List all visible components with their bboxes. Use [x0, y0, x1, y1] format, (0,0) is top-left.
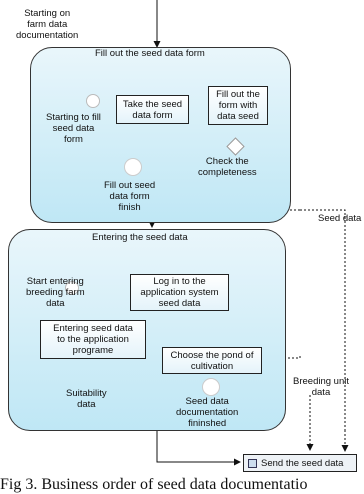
take-seed-form-text: Take the seed data form: [122, 98, 183, 121]
choose-pond-box: [162, 347, 262, 374]
panel1-start-label: Starting to fill seed data form: [46, 112, 101, 145]
fill-form-panel-title: Fill out the seed data form: [95, 48, 205, 59]
panel2-end-node: [202, 378, 220, 396]
choose-pond-text: Choose the pond of cultivation: [170, 349, 254, 372]
figure-caption: Fig 3. Business order of seed data documentatio: [0, 476, 308, 493]
panel2-finish-label: Seed data documentation fininshed: [176, 396, 239, 429]
fill-out-form-text: Fill out the form with data seed: [216, 89, 260, 122]
send-icon: [248, 459, 257, 468]
take-seed-form-box: [116, 95, 189, 124]
check-completeness-label: Check the completeness: [198, 156, 257, 178]
panel2-start-label: Start entering breeding farm data: [26, 276, 85, 309]
suitability-label: Suitability data: [66, 388, 107, 410]
top-start-label: Starting on farm data documentation: [16, 8, 79, 41]
entering-seed-box: [40, 320, 146, 359]
panel1-finish-label: Fill out seed data form finish: [104, 180, 156, 213]
send-seed-data-box: [243, 454, 357, 472]
panel1-start-node: [86, 94, 100, 108]
seed-data-label: Seed data: [318, 213, 362, 224]
fill-out-form-box: [208, 86, 268, 125]
breeding-unit-label: Breeding unit data: [293, 376, 349, 398]
entering-seed-text: Entering seed data to the application programe: [53, 323, 133, 356]
send-seed-data-text: Send the seed data: [261, 457, 344, 469]
login-system-text: Log in to the application system seed data: [140, 276, 219, 309]
panel1-end-node: [124, 158, 142, 176]
login-system-box: [130, 274, 229, 311]
entering-seed-panel-title: Entering the seed data: [92, 232, 188, 243]
